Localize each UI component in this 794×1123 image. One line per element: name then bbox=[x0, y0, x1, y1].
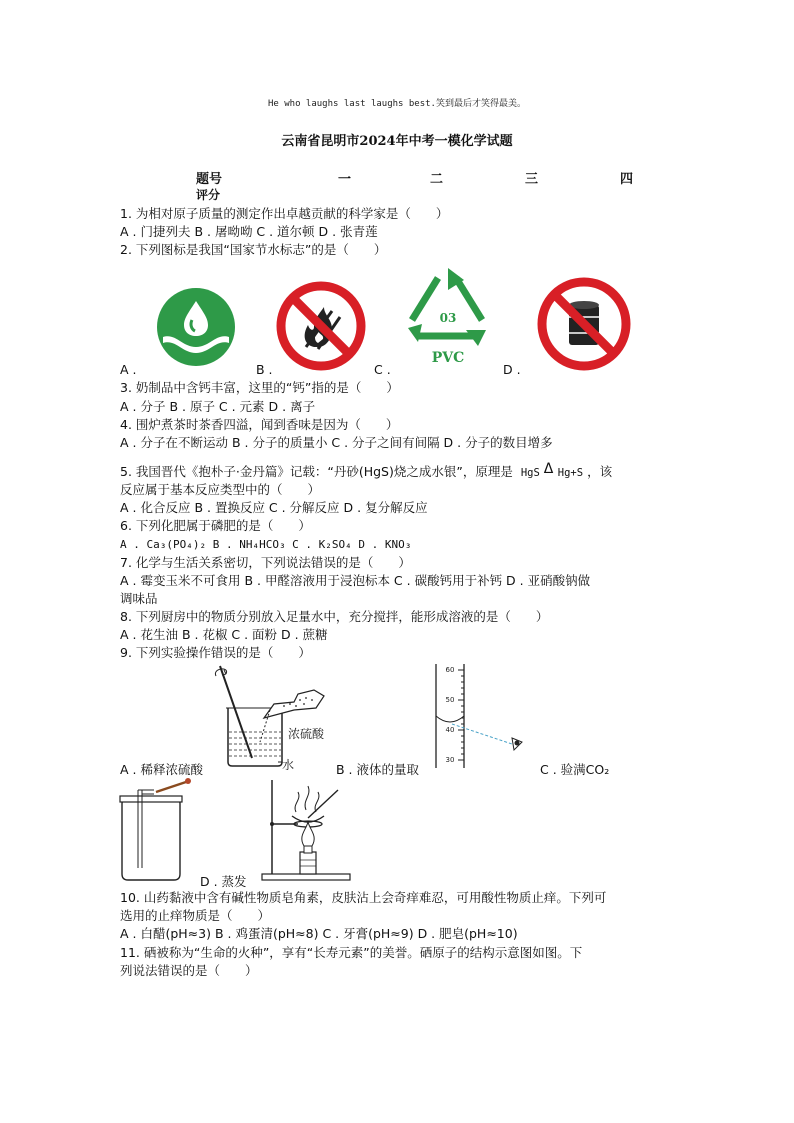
q5-stem-b: ，该 bbox=[587, 464, 613, 479]
q1-options: A . 门捷列夫 B . 屠呦呦 C . 道尔顿 D . 张青莲 bbox=[120, 224, 378, 239]
q2-option-d: D . bbox=[503, 362, 521, 377]
q10-options: A . 白醋(pH≈3) B . 鸡蛋清(pH≈8) C . 牙膏(pH≈9) D . 肥皂(pH≈10) bbox=[120, 926, 518, 941]
score-col-2: 二 bbox=[430, 172, 444, 187]
q1-stem: 1. 为相对原子质量的测定作出卓越贡献的科学家是（ ） bbox=[120, 206, 449, 221]
no-fire-icon bbox=[276, 281, 366, 371]
q11-stem-cont: 列说法错误的是（ ） bbox=[120, 963, 258, 978]
q3-stem: 3. 奶制品中含钙丰富，这里的“钙”指的是（ ） bbox=[120, 380, 399, 395]
q5-eq-delta: Δ bbox=[543, 461, 554, 477]
tick-30: 30 bbox=[445, 756, 455, 764]
q2-option-c: C . bbox=[374, 362, 391, 377]
co2-bottle-diagram bbox=[116, 778, 206, 884]
score-col-1: 一 bbox=[338, 172, 352, 187]
q6-options: A . Ca₃(PO₄)₂ B . NH₄HCO₃ C . K₂SO₄ D . KNO₃ bbox=[120, 538, 412, 551]
q9-option-b: B . 液体的量取 bbox=[336, 762, 419, 777]
recycle-name-text: PVC bbox=[431, 350, 465, 366]
recycle-pvc-icon bbox=[402, 266, 494, 366]
q10-stem: 10. 山药黏液中含有碱性物质皂角素，皮肤沾上会奇痒难忍，可用酸性物质止痒。下列可 bbox=[120, 890, 607, 905]
q5-options: A . 化合反应 B . 置换反应 C . 分解反应 D . 复分解反应 bbox=[120, 500, 428, 515]
no-oil-drum-icon bbox=[537, 277, 631, 371]
cylinder-reading-diagram bbox=[430, 662, 540, 772]
q4-options: A . 分子在不断运动 B . 分子的质量小 C . 分子之间有间隔 D . 分子的数目增多 bbox=[120, 435, 553, 450]
acid-label: 浓硫酸 bbox=[288, 727, 325, 741]
tick-60: 60 bbox=[445, 666, 455, 674]
score-col-3: 三 bbox=[525, 172, 539, 187]
q5-stem-line-1 bbox=[120, 461, 613, 481]
q6-stem: 6. 下列化肥属于磷肥的是（ ） bbox=[120, 518, 311, 533]
score-col-4: 四 bbox=[620, 172, 634, 187]
q5-eq-left: HgS bbox=[520, 467, 540, 479]
q2-option-a: A . bbox=[120, 362, 137, 377]
q10-stem-cont: 选用的止痒物质是（ ） bbox=[120, 908, 271, 923]
q8-stem: 8. 下列厨房中的物质分别放入足量水中，充分搅拌，能形成溶液的是（ ） bbox=[120, 609, 549, 624]
q8-options: A . 花生油 B . 花椒 C . 面粉 D . 蔗糖 bbox=[120, 627, 328, 642]
q5-eq-right: Hg+S bbox=[557, 467, 584, 479]
tick-50: 50 bbox=[445, 696, 455, 704]
q7-stem: 7. 化学与生活关系密切，下列说法错误的是（ ） bbox=[120, 555, 411, 570]
q7-options: A . 霉变玉米不可食用 B . 甲醛溶液用于浸泡标本 C . 碳酸钙用于补钙 D . 亚硝酸钠做 bbox=[120, 573, 591, 588]
water-saving-icon bbox=[156, 287, 236, 367]
evaporation-diagram bbox=[252, 778, 362, 888]
q11-stem: 11. 硒被称为“生命的火种”，享有“长寿元素”的美誉。硒原子的结构示意图如图。下 bbox=[120, 945, 583, 960]
q9-option-c: C . 验满CO₂ bbox=[540, 762, 610, 777]
score-row-label: 评分 bbox=[196, 188, 221, 202]
q5-stem-a: 5. 我国晋代《抱朴子·金丹篇》记载：“丹砂(HgS)烧之成水银”，原理是 bbox=[120, 464, 513, 479]
motto: He who laughs last laughs best.笑到最后才笑得最美。 bbox=[268, 99, 526, 109]
q5-stem-c: 反应属于基本反应类型中的（ ） bbox=[120, 482, 321, 497]
q4-stem: 4. 围炉煮茶时茶香四溢，闻到香味是因为（ ） bbox=[120, 417, 399, 432]
dilute-acid-diagram bbox=[212, 662, 342, 772]
q9-stem: 9. 下列实验操作错误的是（ ） bbox=[120, 645, 311, 660]
tick-40: 40 bbox=[445, 726, 455, 734]
score-table-heading: 题号 bbox=[196, 172, 223, 187]
q2-stem: 2. 下列图标是我国“国家节水标志”的是（ ） bbox=[120, 242, 387, 257]
q7-options-cont: 调味品 bbox=[120, 591, 158, 606]
q9-option-a: A . 稀释浓硫酸 bbox=[120, 762, 203, 777]
water-label: 水 bbox=[282, 758, 295, 772]
q9-option-d: D . 蒸发 bbox=[200, 874, 247, 889]
q2-option-b: B . bbox=[256, 362, 273, 377]
q3-options: A . 分子 B . 原子 C . 元素 D . 离子 bbox=[120, 399, 316, 414]
recycle-code-text: 03 bbox=[439, 311, 457, 325]
page-title: 云南省昆明市2024年中考一模化学试题 bbox=[281, 134, 513, 149]
